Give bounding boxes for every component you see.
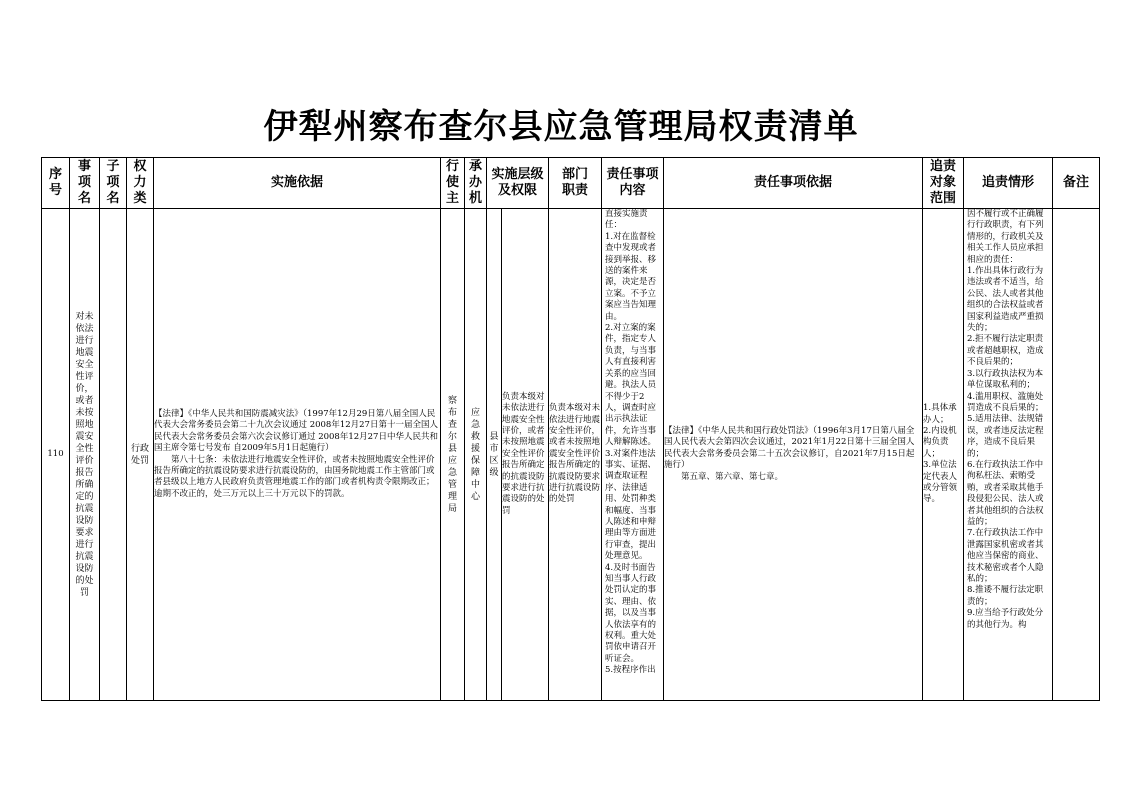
cell-exercise-subject: 察布查尔县应急管理局 (441, 209, 465, 701)
header-item-name: 事项名 (70, 158, 100, 209)
cell-undertaker: 应急救援保障中心 (465, 209, 487, 701)
table-row (42, 209, 1100, 701)
cell-level-detail: 负责本级对未依法进行地震安全性评价，或者未按照地震安全性评价报告所确定的抗震设防要求进行抗震设防的处罚 (502, 209, 549, 701)
cell-resp-basis (664, 209, 923, 701)
cell-level-name: 县市区级 (487, 209, 502, 701)
cell-dept-duty: 负责本级对未依法进行地震安全性评价，或者未按照地震安全性评价报告所确定的抗震设防要求进行抗震设防的处罚 (549, 209, 602, 701)
responsibility-table (41, 157, 1100, 701)
header-dept-duty: 部门职责 (549, 158, 602, 209)
cell-account-situation: 因不履行或不正确履行行政职责，有下列情形的，行政机关及相关工作人员应承担相应的责任： 1.作出具体行政行为违法或者不适当，给公民、法人或者其他组织的合法权益或者国家利益造成严重损失的； 2.拒不履行法定职责或者超越职权，造成不良后果的； 3.以行政执法权为本单位谋取私利的； 4.滥用职权、滥施处罚造成不良后果的； 5.适用法律、法规错误，或者违反法定程序，造成不良后果的； 6.在行政执法工作中徇私枉法、索贿受贿，或者采取其他手段侵犯公民、法人或者其他组织的合法权益的； 7.在行政执法工作中泄露国家机密或者其他应当保密的商业、技术秘密或者个人隐私的； 8.推诿不履行法定职责的； 9.应当给予行政处分的其他行为。构 (964, 209, 1053, 701)
cell-power-type: 行政处罚 (127, 209, 154, 701)
header-sub-item: 子项名 (100, 158, 127, 209)
cell-item-name: 对未依法进行地震安全性评价，或者未按照地震安全性评价报告所确定的抗震设防要求进行抗震设防的处罚 (70, 209, 100, 701)
header-account-situation: 追责情形 (964, 158, 1053, 209)
table-header-row (42, 158, 1100, 209)
header-remarks: 备注 (1053, 158, 1100, 209)
header-seq: 序号 (42, 158, 70, 209)
page-title: 伊犁州察布查尔县应急管理局权责清单 (263, 107, 859, 147)
header-level: 实施层级及权限 (487, 158, 549, 209)
header-resp-content: 责任事项内容 (602, 158, 664, 209)
header-basis: 实施依据 (154, 158, 441, 209)
cell-resp-content: 直接实施责任： 1.对在监督检查中发现或者接到举报、移送的案件来源，决定是否立案。不予立案应当告知理由。 2.对立案的案件，指定专人负责，与当事人有直接利害关系的应当回避。执法人员不得少于2人，调查时应出示执法证件，允许当事人辩解陈述。 3.对案件违法事实、证据、调查取证程序、法律适用、处罚种类和幅度、当事人陈述和申辩理由等方面进行审查，提出处理意见。 4.及时书面告知当事人行政处罚认定的事实、理由、依据，以及当事人依法享有的权利。重大处罚依申请召开听证会。 5.按程序作出 (602, 209, 664, 701)
header-resp-basis: 责任事项依据 (664, 158, 923, 209)
cell-basis (154, 209, 441, 701)
header-undertaker: 承办机 (465, 158, 487, 209)
resp-basis-chapters: 第五章、第六章、第七章。 (681, 471, 784, 482)
header-account-scope: 追责对象范围 (923, 158, 964, 209)
header-power-type: 权力类 (127, 158, 154, 209)
cell-remarks (1053, 209, 1100, 701)
basis-law-title: 【法律】《中华人民共和国防震减灾法》（1997年12月29日第八届全国人民代表大会常务委员会第二十九次会议通过 2008年12月27日第十一届全国人民代表大会常务委员会第六次会议修订通过 2008年12月27日中华人民共和国主席令第七号发布 自2009年5月1日起施行） (154, 408, 438, 454)
cell-seq: 110 (42, 209, 70, 701)
cell-sub-item (100, 209, 127, 701)
cell-account-scope: 1.具体承办人； 2.内设机构负责人； 3.单位法定代表人或分管领导。 (923, 209, 964, 701)
resp-basis-law-title: 【法律】《中华人民共和国行政处罚法》（1996年3月17日第八届全国人民代表大会第四次会议通过，2021年1月22日第十三届全国人民代表大会常务委员会第二十五次会议修订，自2021年7月15日起施行） (664, 425, 915, 471)
basis-article: 第八十七条：未依法进行地震安全性评价，或者未按照地震安全性评价报告所确定的抗震设防要求进行抗震设防的，由国务院地震工作主管部门或者县级以上地方人民政府负责管理地震工作的部门或者机构责令限期改正；逾期不改正的，处三万元以上三十万元以下的罚款。 (154, 454, 435, 499)
header-exercise-subject: 行使主 (441, 158, 465, 209)
